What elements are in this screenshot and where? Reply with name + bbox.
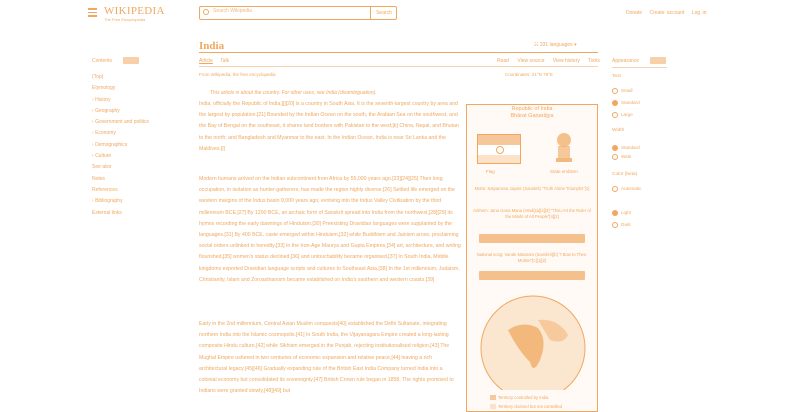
tabs-divider [199, 66, 598, 67]
hatnote: This article is about the country. For other uses, see India (disambiguation). [210, 90, 377, 96]
coordinates[interactable]: Coordinates: 21°N 78°E [505, 72, 553, 77]
namespace-tabs [199, 58, 235, 64]
text-large-option[interactable]: Large [612, 112, 633, 118]
toc-hide-button[interactable] [123, 57, 139, 64]
lead-paragraph-3: Early in the 2nd millennium, Central Asian Muslim conquests[40] established the Delhi Sultanate, integrating northern India into the Islamic cosmopolis.[41] In South India, the Vijayanagara Empire created a long-lasting composite Hindu culture,[42] while Sikhism emerged in the Punjab, rejecting institutionalised religion.[43] The Mughal Empire ushered in two centuries of economic expansion and relative peace,[44] leaving a rich architectural legacy.[45][46] Gradually expanding rule of the British East India Company turned India into a colonial economy but consolidated its sovereignty.[47] British Crown rule began in 1858. The rights promised to Indians were granted slowly,[48][49] but [199, 321, 454, 395]
table-of-contents [92, 72, 149, 219]
tab-talk[interactable]: Talk [220, 58, 230, 64]
toc-item[interactable]: Etymology [92, 85, 116, 92]
toc-heading: Contents [92, 58, 113, 64]
wikipedia-wordmark[interactable]: WIKIPEDIA [104, 5, 165, 17]
toc-item[interactable]: › Geography [92, 107, 120, 114]
globe-map-image[interactable] [478, 290, 588, 390]
toc-item[interactable]: › Culture [92, 153, 112, 160]
toc-item[interactable]: See also [92, 164, 112, 171]
flag-caption[interactable]: Flag [486, 169, 495, 174]
appearance-hide-button[interactable] [650, 57, 666, 64]
motto: Motto: Satyameva Jayate (Sanskrit) "Truth Alone Triumphs"[1] [474, 186, 590, 191]
tab-article[interactable]: Article [199, 58, 213, 64]
search-icon [203, 9, 209, 15]
create-account-link[interactable]: Create account [649, 10, 685, 16]
toc-item[interactable]: › History [92, 96, 111, 103]
map-legend-claimed: Territory claimed but not controlled [490, 404, 562, 409]
width-wide-option[interactable]: Wide [612, 154, 631, 160]
search-input[interactable]: Search Wikipedia [213, 8, 252, 14]
search-button[interactable]: Search [370, 6, 397, 20]
toc-item-top[interactable]: (Top) [92, 74, 104, 80]
national-song: National song: Vande Mataram (Sanskrit)[b] "I Bow to Thee, Mother"[c][1][2] [476, 252, 588, 263]
infobox-title: Republic of India Bhārat Gaṇarājya [510, 106, 554, 119]
lead-paragraph-2: Modern humans arrived on the Indian subcontinent from Africa by 55,000 years ago.[23][24][25] Their long occupation, in isolation as hunter-gatherers, has made the region highly diverse.[26] Settled life emerged on the western margins of the Indus basin 9,000 years ago, evolving into the Indus Valley Civilisation by the third millennium BCE.[27] By 1200 BCE, an archaic form of Sanskrit spread into India from the northwest,[28][29] its hymns recording the early dawnings of Hinduism.[30] Preexisting Dravidian languages were supplanted by the languages.[31] By 400 BCE, caste emerged within Hinduism,[32] while Buddhism and Jainism arose, proclaiming social orders unlinked to heredity.[33] In the Iron-Age Maurya and Gupta Empires,[34] art, architecture, and writing flourished,[35] women's status declined,[36] and untouchability became organised.[37] In South India, Middle kingdoms exported Dravidian language scripts and cultures to Southeast Asia.[38] In the 1st millennium, Judaism, Christianity, Islam and Zoroastrianism became established on India's southern and western coasts.[39] [199, 176, 461, 283]
color-label: Color (beta) [612, 172, 638, 177]
tab-read[interactable]: Read [497, 58, 509, 64]
flag-image[interactable] [477, 134, 521, 164]
color-automatic-option[interactable]: Automatic [612, 186, 641, 192]
emblem-caption[interactable]: State emblem [550, 169, 578, 174]
song-audio-player[interactable] [479, 271, 585, 280]
title-divider [199, 52, 598, 53]
donate-link[interactable]: Donate [626, 10, 643, 16]
view-tabs [490, 58, 600, 64]
tab-view-history[interactable]: View history [552, 58, 580, 64]
text-small-option[interactable]: Small [612, 88, 633, 94]
map-legend-controlled: Territory controlled by India [490, 395, 548, 400]
toc-item[interactable]: › Demographics [92, 141, 128, 148]
personal-tools [626, 10, 711, 16]
main-menu-icon[interactable] [88, 8, 97, 19]
anthem: Anthem: Jana Gana Mana (Hindi)[a][2][3] "Thou Art the Ruler of the Minds of All People"[4][2] [473, 208, 591, 219]
toc-item[interactable]: References [92, 186, 118, 193]
width-standard-option[interactable]: Standard [612, 145, 640, 151]
anthem-audio-player[interactable] [479, 234, 585, 243]
page-title: India [199, 40, 225, 52]
color-light-option[interactable]: Light [612, 210, 631, 216]
lead-paragraph-1: India, officially the Republic of India,[j][20] is a country in South Asia. It is the seventh-largest country by area and the largest by population.[21] Bounded by the Indian Ocean on the south, the Arabian Sea on the southwest, and the Bay of Bengal on the southeast, it shares land borders with Pakistan to the west;[k] China, Nepal, and Bhutan to the north; and Bangladesh and Myanmar to the east. In the Indian Ocean, India is near Sri Lanka and the Maldives.[l] [199, 101, 459, 152]
toc-item[interactable]: › Bibliography [92, 198, 123, 205]
toc-item[interactable]: › Economy [92, 130, 116, 137]
tab-view-source[interactable]: View source [517, 58, 545, 64]
login-link[interactable]: Log in [691, 10, 707, 16]
language-button[interactable]: ☷ 331 languages ▾ [534, 42, 577, 48]
text-standard-option[interactable]: Standard [612, 100, 640, 106]
width-label: Width [612, 128, 625, 133]
state-emblem-image[interactable] [553, 132, 575, 164]
text-size-label: Text [612, 74, 621, 79]
toc-item[interactable]: External links [92, 209, 122, 216]
toc-item[interactable]: Notes [92, 175, 106, 182]
appearance-heading: Appearance [612, 58, 639, 64]
appearance-divider [612, 67, 667, 68]
wikipedia-tagline: The Free Encyclopedia [104, 17, 146, 22]
site-subtitle: From Wikipedia, the free encyclopedia [199, 72, 276, 77]
tools-menu[interactable]: Tools [588, 58, 600, 64]
color-dark-option[interactable]: Dark [612, 222, 631, 228]
toc-item[interactable]: › Government and politics [92, 119, 149, 126]
